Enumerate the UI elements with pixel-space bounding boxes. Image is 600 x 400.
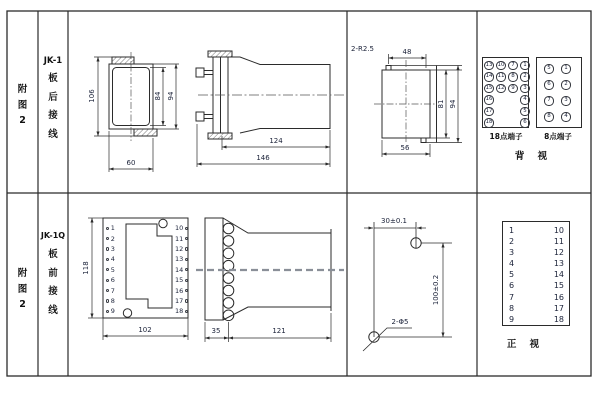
list-item: 线 bbox=[48, 305, 58, 317]
terminal-18-label: 18点端子 bbox=[489, 132, 523, 141]
list-item: 3 bbox=[509, 248, 515, 258]
list-item: 3 bbox=[106, 244, 126, 254]
list-item: 线 bbox=[48, 129, 58, 141]
list-item: 9 bbox=[106, 306, 126, 316]
list-item: 4 bbox=[106, 254, 126, 264]
terminal-number: 2 bbox=[561, 80, 570, 89]
list-item: 附 bbox=[17, 84, 28, 95]
list-item: 18 bbox=[165, 306, 188, 316]
wiring-type-row2 bbox=[39, 246, 67, 321]
terminal-number: 18 bbox=[484, 118, 493, 127]
base-terminals-left bbox=[106, 223, 126, 317]
terminal-number: 10 bbox=[496, 61, 505, 70]
dim-front-inner-height: 84 bbox=[154, 91, 162, 101]
list-item: 4 bbox=[509, 259, 515, 269]
list-item: 2 bbox=[19, 299, 26, 310]
jk1-front-view-drawing bbox=[94, 52, 179, 172]
list-item: 8 bbox=[509, 303, 515, 313]
terminal-number: 4 bbox=[561, 112, 570, 121]
list-item: 16 bbox=[553, 292, 564, 302]
dim-drill-horizontal: 30±0.1 bbox=[381, 217, 407, 225]
terminal-number: 1 bbox=[561, 64, 570, 73]
list-item: 2 bbox=[19, 115, 26, 126]
list-item: 图 bbox=[17, 283, 28, 295]
list-item: 17 bbox=[165, 296, 188, 306]
list-item: 17 bbox=[553, 303, 564, 313]
list-item: 2 bbox=[106, 233, 126, 243]
list-item: 接 bbox=[48, 286, 58, 298]
terminal-number: 3 bbox=[520, 84, 529, 93]
list-item: 2 bbox=[509, 237, 515, 247]
dim-cutout-inner-height: 81 bbox=[437, 99, 445, 109]
terminal-number: 13 bbox=[484, 61, 493, 70]
model-name-jk1q: JK-1Q bbox=[40, 231, 66, 240]
dim-front-outer-height: 94 bbox=[167, 91, 175, 101]
list-item: 7 bbox=[509, 292, 515, 302]
dim-front-width: 60 bbox=[126, 159, 136, 167]
terminal-number: 6 bbox=[520, 118, 529, 127]
list-item: 5 bbox=[106, 265, 126, 275]
rear-view-label: 背 视 bbox=[514, 151, 550, 162]
list-item: 12 bbox=[553, 248, 564, 258]
front-view-label: 正 视 bbox=[506, 339, 542, 350]
list-item: 12 bbox=[165, 244, 188, 254]
terminal-table-left-column bbox=[509, 225, 514, 325]
terminal-number: 3 bbox=[561, 96, 570, 105]
list-item: 板 bbox=[48, 73, 58, 84]
base-terminals-right bbox=[165, 223, 188, 317]
list-item: 6 bbox=[106, 275, 126, 285]
dim-body-length: 121 bbox=[272, 327, 286, 335]
terminal-number: 8 bbox=[508, 72, 517, 81]
dim-front-height: 106 bbox=[88, 89, 96, 103]
list-item: 8 bbox=[106, 296, 126, 306]
list-item: 6 bbox=[509, 281, 515, 291]
terminal-number: 5 bbox=[520, 107, 529, 116]
terminal-number: 15 bbox=[484, 84, 493, 93]
list-item: 5 bbox=[509, 270, 515, 280]
terminal-number: 2 bbox=[520, 72, 529, 81]
terminal-table-right-column bbox=[554, 225, 564, 325]
terminal-number: 6 bbox=[544, 80, 553, 89]
wiring-type-row1 bbox=[39, 70, 67, 145]
terminal-table bbox=[502, 221, 570, 326]
dim-base-height: 118 bbox=[82, 261, 90, 275]
dim-cutout-bottom-width: 56 bbox=[400, 144, 410, 152]
list-item: 16 bbox=[165, 285, 188, 295]
terminal-number: 17 bbox=[484, 107, 493, 116]
list-item: 15 bbox=[553, 281, 564, 291]
dim-cutout-notch-radius: 2-R2.5 bbox=[351, 45, 374, 53]
list-item: 14 bbox=[553, 270, 564, 280]
terminal-number: 11 bbox=[496, 72, 505, 81]
jk1-side-view-drawing bbox=[196, 51, 345, 167]
list-item: 接 bbox=[48, 110, 58, 122]
terminal-number: 5 bbox=[544, 64, 553, 73]
dim-cutout-outer-height: 94 bbox=[449, 99, 457, 109]
list-item: 前 bbox=[48, 267, 58, 279]
dim-base-width: 102 bbox=[138, 326, 152, 334]
dim-drill-holes: 2-Φ5 bbox=[391, 318, 409, 326]
dim-plate-width: 35 bbox=[211, 327, 221, 335]
terminal-block-18 bbox=[482, 57, 529, 128]
terminal-number: 4 bbox=[520, 95, 529, 104]
terminal-number: 7 bbox=[544, 96, 553, 105]
list-item: 11 bbox=[165, 233, 188, 243]
terminal-8-label: 8点端子 bbox=[544, 132, 572, 141]
list-item: 后 bbox=[48, 91, 58, 103]
list-item: 1 bbox=[106, 223, 126, 233]
list-item: 13 bbox=[165, 254, 188, 264]
terminal-number: 1 bbox=[520, 61, 529, 70]
list-item: 15 bbox=[165, 275, 188, 285]
terminal-number: 8 bbox=[544, 112, 553, 121]
fig-label-row1 bbox=[8, 82, 37, 129]
terminal-number: 7 bbox=[508, 61, 517, 70]
dim-side-total-length: 146 bbox=[256, 154, 270, 162]
model-name-jk1: JK-1 bbox=[43, 56, 63, 66]
list-item: 板 bbox=[48, 249, 58, 260]
terminal-number: 14 bbox=[484, 72, 493, 81]
list-item: 11 bbox=[553, 237, 564, 247]
list-item: 13 bbox=[553, 259, 564, 269]
terminal-number: 12 bbox=[496, 84, 505, 93]
model-block-row2 bbox=[39, 231, 67, 321]
list-item: 10 bbox=[165, 223, 188, 233]
list-item: 14 bbox=[165, 265, 188, 275]
list-item: 图 bbox=[17, 99, 28, 111]
list-item: 9 bbox=[509, 314, 515, 324]
dim-cutout-top-width: 48 bbox=[402, 48, 412, 56]
list-item: 10 bbox=[553, 226, 564, 235]
list-item: 18 bbox=[553, 314, 564, 324]
terminal-number: 16 bbox=[484, 95, 493, 104]
list-item: 1 bbox=[509, 226, 515, 235]
list-item: 附 bbox=[17, 268, 28, 279]
fig-label-row2 bbox=[8, 266, 37, 313]
terminal-block-8 bbox=[536, 57, 582, 128]
jk1q-side-view-drawing bbox=[196, 218, 344, 342]
dim-side-body-length: 124 bbox=[269, 137, 283, 145]
dim-drill-vertical: 100±0.2 bbox=[432, 274, 440, 306]
model-block-row1 bbox=[39, 56, 67, 145]
list-item: 7 bbox=[106, 285, 126, 295]
terminal-number: 9 bbox=[508, 84, 517, 93]
